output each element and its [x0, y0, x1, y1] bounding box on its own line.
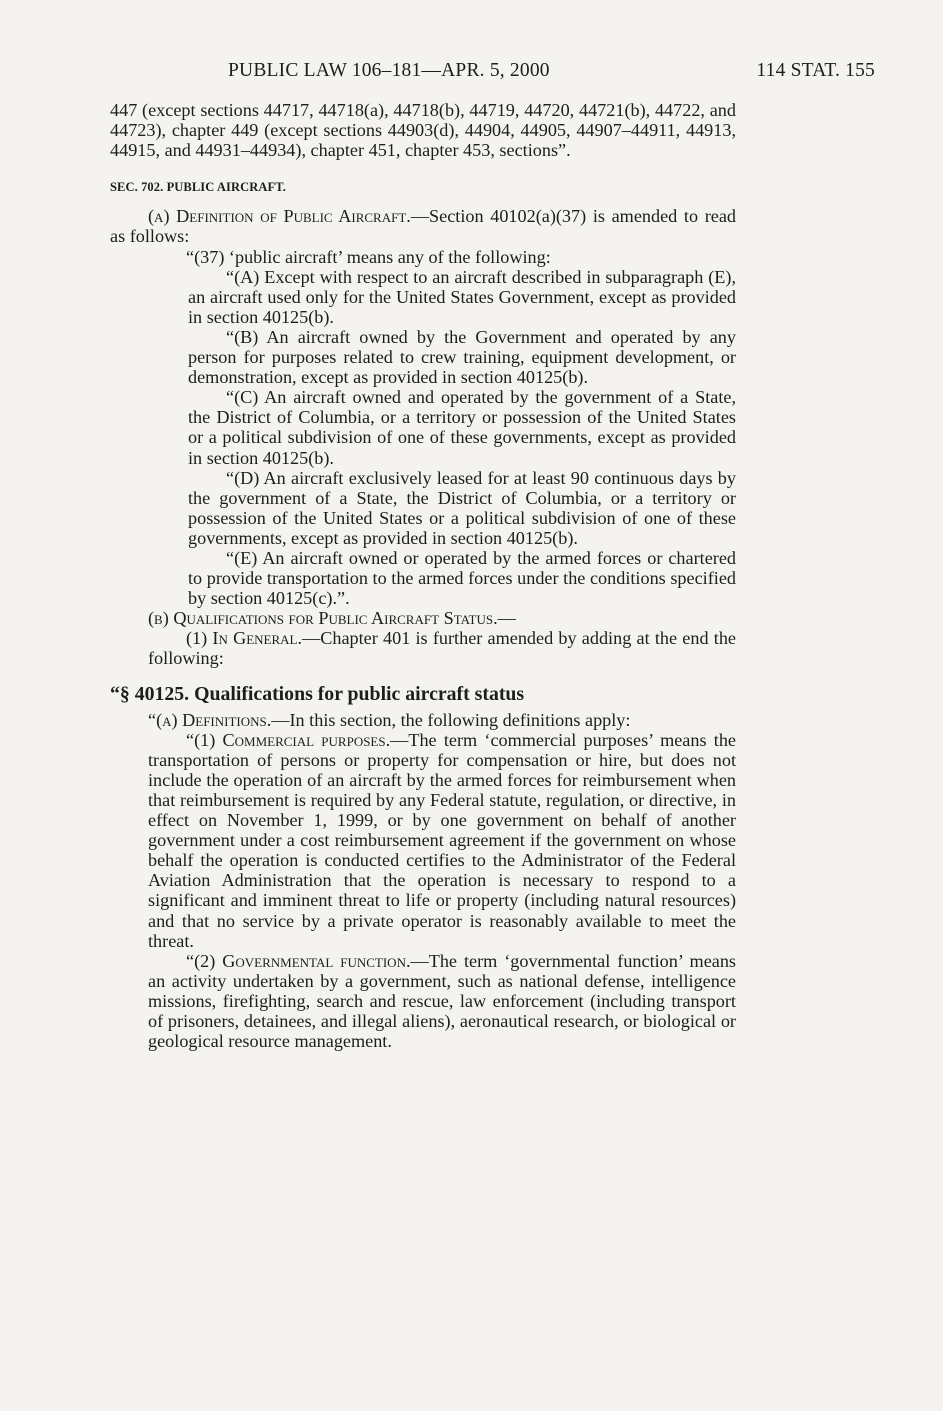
subsection-a-text: —Section 40102(a)(37) is amended to read as follows: — [110, 206, 736, 247]
running-title: PUBLIC LAW 106–181—APR. 5, 2000 — [228, 60, 550, 81]
definition-1-heading: “(1) Commercial purposes. — [186, 729, 391, 750]
paragraph-37: “(37) ‘public aircraft’ means any of the following: — [186, 246, 551, 267]
subparagraph-c: “(C) An aircraft owned and operated by the government of a State, the District of Columbia, or a territory or possession of the United States or a political subdivision of one of these governments, except as provided in section 40125(b). — [188, 387, 736, 468]
definition-2-heading: “(2) Governmental function. — [186, 950, 411, 971]
subsection-a — [110, 206, 736, 246]
section-heading: SEC. 702. PUBLIC AIRCRAFT. — [110, 180, 287, 195]
definitions-intro — [110, 710, 736, 730]
paragraph-b1 — [110, 628, 736, 668]
document-body — [110, 100, 736, 1051]
subparagraph-b: “(B) An aircraft owned by the Government and operated by any person for purposes related to crew training, equipment development, or demonstration, except as provided in section 40125(b). — [188, 326, 736, 388]
definitions-heading: “(a) Definitions. — [148, 709, 272, 730]
paragraph-b1-text: —Chapter 401 is further amended by adding at the end the following: — [148, 628, 736, 669]
subparagraph-e: “(E) An aircraft owned or operated by the armed forces or chartered to provide transportation to the armed forces under the conditions specified by section 40125(c).”. — [188, 547, 736, 609]
definition-2-text: —The term ‘governmental function’ means an activity undertaken by a government, such as national defense, intelligence missions, firefighting, search and rescue, law enforcement (including transport of prisoners, detainees, and illegal aliens), aeronautical research, or biological or geological resource management. — [148, 950, 737, 1052]
continued-paragraph: 447 (except sections 44717, 44718(a), 44718(b), 44719, 44720, 44721(b), 44722, and 44723), chapter 449 (except sections 44903(d), 44904, 44905, 44907–44911, 44913, 44915, and 44931–44934), chapter 451, chapter 453, sections”. — [110, 100, 736, 161]
definitions-text: —In this section, the following definitions apply: — [271, 709, 631, 730]
definition-commercial-purposes — [110, 730, 736, 951]
subparagraph-d: “(D) An aircraft exclusively leased for at least 90 continuous days by the government of a State, the District of Columbia, or a territory or possession of the United States or a political subdivision of one of these governments, except as provided in section 40125(b). — [188, 467, 736, 548]
definition-governmental-function — [110, 951, 736, 1051]
statute-page-number: 114 STAT. 155 — [756, 60, 875, 81]
subsection-b — [110, 608, 736, 628]
paragraph-b1-heading: (1) In General. — [186, 628, 303, 649]
subsection-b-heading: (b) Qualifications for Public Aircraft Status. — [148, 608, 498, 629]
subparagraph-a: “(A) Except with respect to an aircraft described in subparagraph (E), an aircraft used only for the United States Government, except as provided in section 40125(b). — [188, 266, 736, 327]
definition-1-text: —The term ‘commercial purposes’ means the transportation of persons or property for compensation or hire, but does not include the operation of an aircraft by the armed forces for reimbursement when that reimbursement is required by any Federal statute, regulation, or directive, in effect on November 1, 1999, or by one government on behalf of another government under a cost reimbursement agreement if the government on whose behalf the operation is conducted certifies to the Administrator of the Federal Aviation Administration that the operation is necessary to respond to a significant and imminent threat to life or property (including natural resources) and that no service by a private operator is reasonably available to meet the threat. — [148, 729, 736, 951]
subsection-b-dash: — — [497, 608, 516, 629]
subsection-a-heading: (a) Definition of Public Aircraft. — [148, 206, 411, 227]
page-header — [0, 60, 943, 86]
codified-section-title: “§ 40125. Qualifications for public aircraft status — [110, 682, 525, 705]
